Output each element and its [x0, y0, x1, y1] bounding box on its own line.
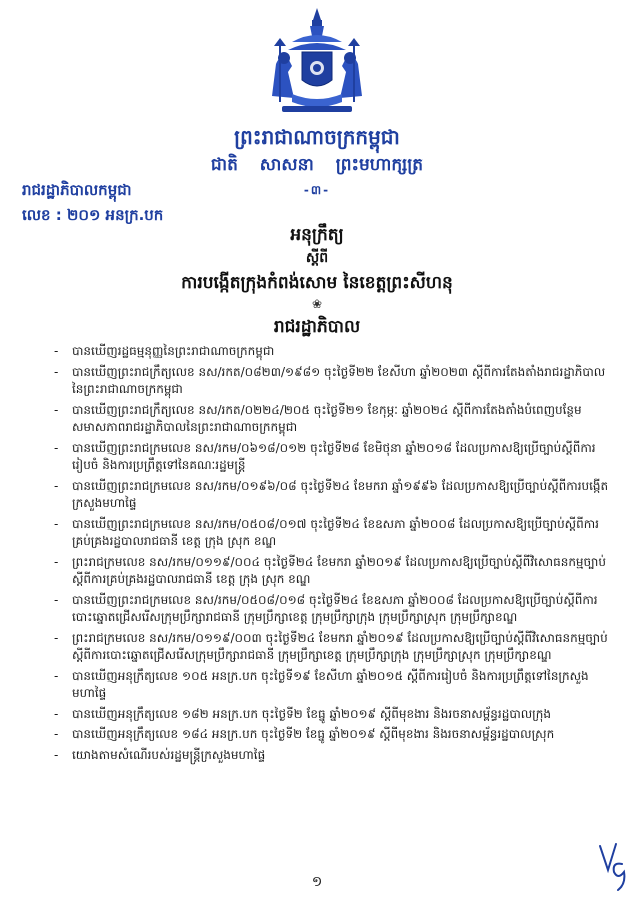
motto-king: ព្រះមហាក្សត្រ: [335, 155, 424, 175]
list-item: - បានឃើញព្រះរាជក្រឹត្យលេខ នស/រកត/០២២៤/២០៥ ចុះថ្ងៃទី២១ ខែកុម្ភៈ ឆ្នាំ២០២៤ ស្ដីពីការតែងតាំងបំពេញបន្ថែមសមាសភាពរាជរដ្ឋាភិបាលនៃព្រះរាជាណាចក្រកម្ពុជា: [52, 402, 612, 437]
kingdom-name: ព្រះរាជាណាចក្រកម្ពុជា: [234, 125, 400, 149]
list-item: - ព្រះរាជក្រមលេខ នស/រកម/០១១៩/០០៣ ចុះថ្ងៃទី២៤ ខែមករា ឆ្នាំ២០១៩ ដែលប្រកាសឱ្យប្រើច្បាប់ស្ដីពីវិសោធនកម្មច្បាប់ស្ដីពីការបោះឆ្នោតជ្រើសរើសក្រុមប្រឹក្សារាជធានី ក្រុមប្រឹក្សាខេត្ត ក្រុមប្រឹក្សាក្រុង ក្រុមប្រឹក្សាស្រុក ក្រុមប្រឹក្សាខណ្ឌ: [52, 630, 612, 665]
list-item: - បានឃើញអនុក្រឹត្យលេខ ១៨៤ អនក្រ.បក ចុះថ្ងៃទី២ ខែធ្នូ ឆ្នាំ២០១៩ ស្ដីពីមុខងារ និងរចនាសម្ព័ន្ធរដ្ឋបាលស្រុក: [52, 726, 612, 744]
list-item: - បានឃើញរដ្ឋធម្មនុញ្ញនៃព្រះរាជាណាចក្រកម្ពុជា: [52, 343, 612, 361]
considerations-list: [52, 343, 612, 767]
motto-religion: សាសនា: [259, 155, 314, 175]
list-item: - បានឃើញព្រះរាជក្រមលេខ នស/រកម/០៦១៨/០១២ ចុះថ្ងៃទី២៨ ខែមិថុនា ឆ្នាំ២០១៨ ដែលប្រកាសឱ្យប្រើច្បាប់ស្ដីពីការរៀបចំ និងការប្រព្រឹត្តទៅនៃគណៈរដ្ឋមន្ត្រី: [52, 440, 612, 475]
list-item: - ព្រះរាជក្រមលេខ នស/រកម/០១១៩/០០៤ ចុះថ្ងៃទី២៤ ខែមករា ឆ្នាំ២០១៩ ដែលប្រកាសឱ្យប្រើច្បាប់ស្ដីពីវិសោធនកម្មច្បាប់ស្ដីពីការគ្រប់គ្រងរដ្ឋបាលរាជធានី ខេត្ត ក្រុង ស្រុក ខណ្ឌ: [52, 554, 612, 589]
reference-number: លេខ : ២០១ អនក្រ.បក: [22, 206, 164, 224]
national-motto: [0, 154, 634, 179]
page-number: ១: [311, 874, 323, 890]
issuer-government: រាជរដ្ឋាភិបាលកម្ពុជា: [22, 181, 132, 199]
royal-coat-of-arms-emblem: [262, 6, 372, 118]
document-about: ស្ដីពី: [305, 250, 329, 266]
document-type: អនុក្រឹត្យ: [290, 225, 344, 245]
list-item: - បានឃើញអនុក្រឹត្យលេខ ១០៥ អនក្រ.បក ចុះថ្ងៃទី១៩ ខែសីហា ឆ្នាំ២០១៥ ស្ដីពីការរៀបចំ និងការប្រព្រឹត្តទៅនៃក្រសួងមហាផ្ទៃ: [52, 668, 612, 703]
header-ornament: -៣-: [303, 183, 331, 197]
list-item: - បានឃើញព្រះរាជក្រឹត្យលេខ នស/រកត/០៨២៣/១៩៨១ ចុះថ្ងៃទី២២ ខែសីហា ឆ្នាំ២០២៣ ស្ដីពីការតែងតាំងរាជរដ្ឋាភិបាលនៃព្រះរាជាណាចក្រកម្ពុជា: [52, 364, 612, 399]
list-item: - បានឃើញព្រះរាជក្រមលេខ នស/រកម/០១៩៦/០៨ ចុះថ្ងៃទី២៤ ខែមករា ឆ្នាំ១៩៩៦ ដែលប្រកាសឱ្យប្រើច្បាប់ស្ដីពីការបង្កើតក្រសួងមហាផ្ទៃ: [52, 478, 612, 513]
list-item: - បានឃើញអនុក្រឹត្យលេខ ១៨២ អនក្រ.បក ចុះថ្ងៃទី២ ខែធ្នូ ឆ្នាំ២០១៩ ស្ដីពីមុខងារ និងរចនាសម្ព័ន្ធរដ្ឋបាលក្រុង: [52, 706, 612, 724]
list-item: - បានឃើញព្រះរាជក្រមលេខ នស/រកម/០៥០៨/០១៨ ចុះថ្ងៃទី២៤ ខែឧសភា ឆ្នាំ២០០៨ ដែលប្រកាសឱ្យប្រើច្បាប់ស្ដីពីការបោះឆ្នោតជ្រើសរើសក្រុមប្រឹក្សារាជធានី ក្រុមប្រឹក្សាខេត្ត ក្រុមប្រឹក្សាក្រុង ក្រុមប្រឹក្សាស្រុក ក្រុមប្រឹក្សាខណ្ឌ: [52, 592, 612, 627]
issuing-authority: រាជរដ្ឋាភិបាល: [273, 317, 361, 337]
motto-nation: ជាតិ: [210, 155, 238, 175]
list-item: - យោងតាមសំណើរបស់រដ្ឋមន្ត្រីក្រសួងមហាផ្ទៃ: [52, 747, 612, 765]
flower-divider-icon: ❀: [311, 297, 323, 311]
list-item: - បានឃើញព្រះរាជក្រមលេខ នស/រកម/០៥០៨/០១៧ ចុះថ្ងៃទី២៤ ខែឧសភា ឆ្នាំ២០០៨ ដែលប្រកាសឱ្យប្រើច្បាប់ស្ដីពីការគ្រប់គ្រងរដ្ឋបាលរាជធានី ខេត្ត ក្រុង ស្រុក ខណ្ឌ: [52, 516, 612, 551]
document-subject: ការបង្កើតក្រុងកំពង់សោម នៃខេត្តព្រះសីហនុ: [181, 273, 453, 293]
